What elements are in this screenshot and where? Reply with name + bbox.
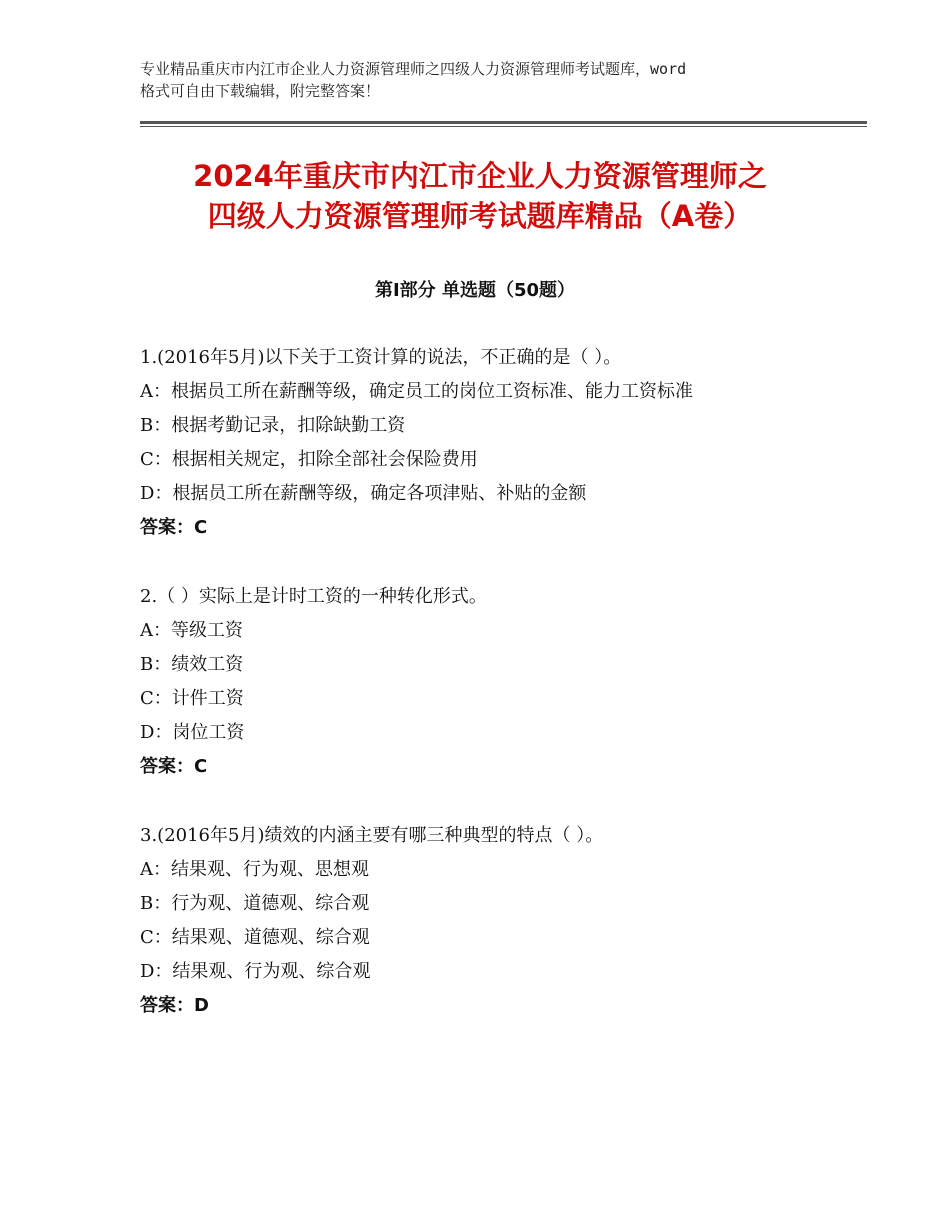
option-c: C：计件工资 — [140, 688, 244, 709]
option-c: C：结果观、道德观、综合观 — [140, 927, 370, 948]
question-1 — [140, 341, 840, 545]
header-rule-thin — [140, 126, 867, 127]
option-a: A：等级工资 — [140, 620, 243, 641]
question-2 — [140, 580, 840, 784]
header-rule-thick — [140, 121, 867, 124]
answer: 答案：C — [140, 756, 208, 777]
question-stem: 2.（ ）实际上是计时工资的一种转化形式。 — [140, 586, 487, 607]
answer: 答案：C — [140, 517, 208, 538]
header-note-line-2: 格式可自由下载编辑，附完整答案！ — [140, 82, 381, 100]
option-b: B：行为观、道德观、综合观 — [140, 893, 370, 914]
question-3 — [140, 819, 840, 1023]
document-title-line-2: 四级人力资源管理师考试题库精品（A卷） — [207, 199, 753, 233]
option-a: A：根据员工所在薪酬等级，确定员工的岗位工资标准、能力工资标准 — [140, 381, 693, 402]
question-stem: 3.(2016年5月)绩效的内涵主要有哪三种典型的特点（ ）。 — [140, 825, 604, 846]
header-note — [140, 58, 830, 102]
option-a: A：结果观、行为观、思想观 — [140, 859, 369, 880]
option-b: B：根据考勤记录，扣除缺勤工资 — [140, 415, 406, 436]
option-d: D：岗位工资 — [140, 722, 245, 743]
option-c: C：根据相关规定，扣除全部社会保险费用 — [140, 449, 478, 470]
option-d: D：根据员工所在薪酬等级，确定各项津贴、补贴的金额 — [140, 483, 587, 504]
section-title: 第Ⅰ部分 单选题（50题） — [374, 280, 575, 301]
answer: 答案：D — [140, 995, 209, 1016]
option-b: B：绩效工资 — [140, 654, 244, 675]
header-note-line-1: 专业精品重庆市内江市企业人力资源管理师之四级人力资源管理师考试题库，word — [140, 60, 687, 78]
document-title-line-1: 2024年重庆市内江市企业人力资源管理师之 — [193, 159, 767, 193]
question-stem: 1.(2016年5月)以下关于工资计算的说法，不正确的是（ ）。 — [140, 347, 622, 368]
document-title — [140, 156, 820, 236]
option-d: D：结果观、行为观、综合观 — [140, 961, 371, 982]
